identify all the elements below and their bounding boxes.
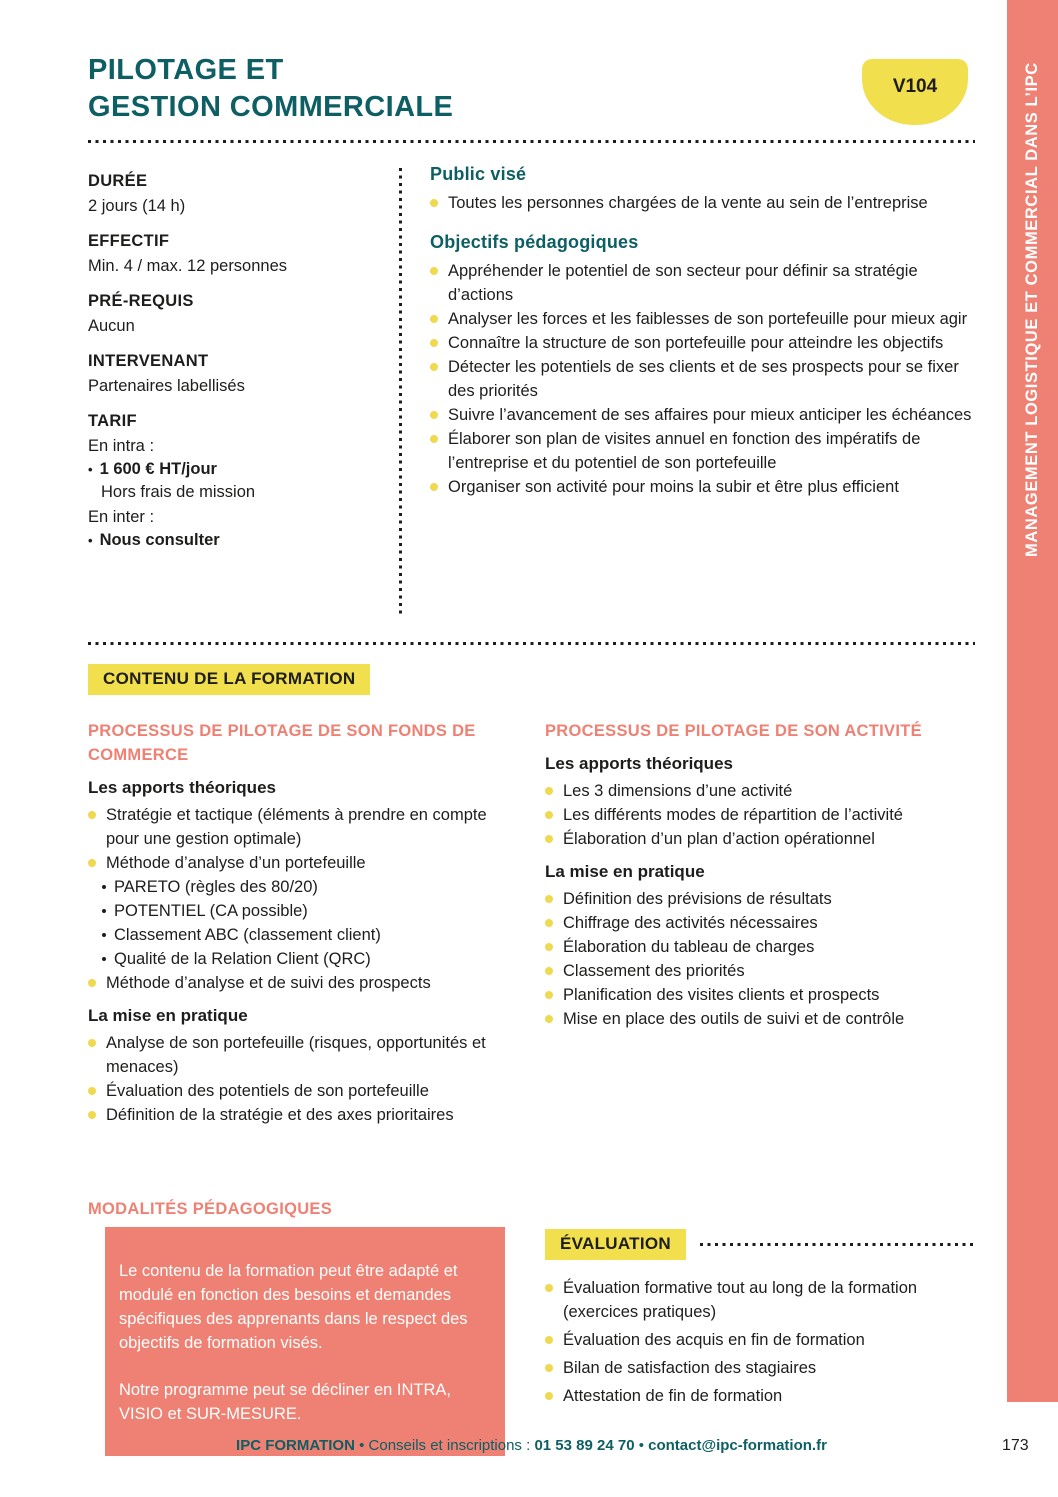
dot-icon [102,885,106,889]
list-item-text: Stratégie et tactique (éléments à prendre en compte pour une gestion optimale) [106,806,487,848]
list-item-text: Élaboration du tableau de charges [563,938,815,956]
modalites-heading: MODALITÉS PÉDAGOGIQUES [88,1200,333,1218]
list-item-text: Appréhender le potentiel de son secteur pour définir sa stratégie d’actions [448,262,918,304]
content-section-badge: CONTENU DE LA FORMATION [88,664,370,695]
list-item [545,827,980,851]
list-item-text: Évaluation des potentiels de son portefeuille [106,1082,429,1100]
content-column-heading: PROCESSUS DE PILOTAGE DE SON FONDS DE COMMERCE [88,722,476,764]
content-column-1 [88,719,512,1127]
info-group [88,290,388,338]
bullet-icon [88,1039,96,1047]
bullet-icon [430,267,438,275]
list-item [545,911,980,935]
bullet-icon [545,1364,553,1372]
dotted-rule-middle [88,642,975,645]
list-item-text: Attestation de fin de formation [563,1387,783,1405]
list-item-text: Définition des prévisions de résultats [563,890,832,908]
list-item [545,1328,975,1352]
list-item [430,475,976,499]
info-label: PRÉ-REQUIS [88,292,194,310]
list-item-text: Analyse de son portefeuille (risques, opportunités et menaces) [106,1034,486,1076]
bullet-icon [545,811,553,819]
bullet-icon [430,483,438,491]
list-item-text: Évaluation formative tout au long de la formation (exercices pratiques) [563,1279,918,1321]
content-subheading: La mise en pratique [545,862,705,881]
list-item-text: Détecter les potentiels de ses clients et de ses prospects pour se fixer des priorités [448,358,959,400]
list-item-text: Méthode d’analyse et de suivi des prospects [106,974,431,992]
bullet-icon [430,199,438,207]
page-number: 173 [1002,1437,1029,1454]
info-label: INTERVENANT [88,352,209,370]
footer-phone: 01 53 89 24 70 [534,1437,635,1454]
info-group [88,170,388,218]
bullet-icon: • [88,462,93,477]
bullet-icon [430,363,438,371]
content-subheading: Les apports théoriques [88,778,276,797]
list-item [545,1276,975,1324]
list-item [88,1031,512,1079]
sub-list-item-text: PARETO (règles des 80/20) [114,878,318,896]
bullet-icon [545,1284,553,1292]
info-value: Partenaires labellisés [88,377,245,395]
sub-list-item [88,899,512,923]
list-item [88,803,512,851]
bullet-icon [545,895,553,903]
list-item [545,803,980,827]
info-value-text: Nous consulter [99,531,220,549]
bullet-icon [545,1336,553,1344]
info-panel [88,170,388,564]
bullet-icon [545,967,553,975]
course-code-badge: V104 [862,59,968,125]
evaluation-header [545,1229,975,1260]
sub-list-item [88,947,512,971]
content-column-heading: PROCESSUS DE PILOTAGE DE SON ACTIVITÉ [545,722,922,740]
list-item-text: Bilan de satisfaction des stagiaires [563,1359,817,1377]
audience-heading: Public visé [430,164,527,184]
list-item [545,983,980,1007]
list-item [430,307,976,331]
bullet-icon [88,1111,96,1119]
bullet-icon [545,943,553,951]
dot-icon [102,933,106,937]
objectives-heading: Objectifs pédagogiques [430,232,639,252]
list-item [88,1079,512,1103]
sub-list-item [88,875,512,899]
bullet-icon [545,787,553,795]
audience-objectives-panel [430,162,976,499]
category-sidebar [1007,0,1058,1402]
footer-label: • Conseils et inscriptions : [354,1437,535,1454]
info-label: EFFECTIF [88,232,170,250]
bullet-icon [545,835,553,843]
info-value: Aucun [88,317,135,335]
info-value: En inter : [88,508,155,526]
info-value: Hors frais de mission [101,483,256,501]
list-item [430,427,976,475]
info-value [88,529,388,552]
bullet-icon [430,339,438,347]
list-item-text: Définition de la stratégie et des axes prioritaires [106,1106,454,1124]
sub-list-item [88,923,512,947]
list-item-text: Chiffrage des activités nécessaires [563,914,818,932]
list-item-text: Suivre l’avancement de ses affaires pour mieux anticiper les échéances [448,406,972,424]
bullet-icon [545,1392,553,1400]
list-item [430,259,976,307]
category-sidebar-label: MANAGEMENT LOGISTIQUE ET COMMERCIAL DANS L’IPC [1023,62,1041,557]
list-item [88,851,512,875]
modalites-paragraph: Notre programme peut se décliner en INTRA, VISIO et SUR-MESURE. [119,1381,451,1423]
list-item-text: Organiser son activité pour moins la subir et être plus efficient [448,478,899,496]
footer-email-link[interactable]: contact@ipc-formation.fr [648,1437,827,1454]
list-item-text: Élaboration d’un plan d’action opérationnel [563,830,875,848]
content-list [88,803,512,995]
objectives-list [430,259,976,499]
list-item-text: Les 3 dimensions d’une activité [563,782,793,800]
info-value: Min. 4 / max. 12 personnes [88,257,288,275]
content-list [545,887,980,1031]
page-title-line1: PILOTAGE ET [88,54,284,86]
footer-line [88,1436,975,1456]
list-item [430,355,976,403]
bullet-icon [88,979,96,987]
evaluation-dotted-rule [700,1243,975,1246]
bullet-icon [545,1015,553,1023]
info-group [88,410,388,552]
list-item [430,331,976,355]
list-item-text: Méthode d’analyse d’un portefeuille [106,854,366,872]
bullet-icon [430,435,438,443]
dotted-rule-top [88,140,975,143]
list-item [545,959,980,983]
info-value: 2 jours (14 h) [88,197,186,215]
list-item [430,191,976,215]
bullet-icon: • [88,533,93,548]
list-item [545,779,980,803]
evaluation-list [545,1276,975,1412]
modalites-box [105,1227,505,1456]
footer-brand: IPC FORMATION [236,1437,355,1454]
sub-list-item-text: POTENTIEL (CA possible) [114,902,308,920]
dot-icon [102,957,106,961]
bullet-icon [88,1087,96,1095]
bullet-icon [88,859,96,867]
list-item [545,1384,975,1408]
bullet-icon [545,919,553,927]
footer-separator: • [634,1437,649,1454]
info-value: En intra : [88,437,155,455]
page-title-line2: GESTION COMMERCIALE [88,91,454,123]
info-label: DURÉE [88,172,148,190]
list-item-text: Élaborer son plan de visites annuel en fonction des impératifs de l’entreprise et du potentiel de son portefeuille [448,430,921,472]
list-item-text: Évaluation des acquis en fin de formation [563,1331,865,1349]
info-value-text: 1 600 € HT/jour [99,460,217,478]
list-item [545,1007,980,1031]
info-group [88,230,388,278]
bullet-icon [88,811,96,819]
content-subheading: Les apports théoriques [545,754,733,773]
dot-icon [102,909,106,913]
evaluation-badge: ÉVALUATION [545,1229,686,1260]
modalites-paragraph: Le contenu de la formation peut être adapté et modulé en fonction des besoins et demandes spécifiques des apprenants dans le respect des objectifs de formation visés. [119,1262,468,1352]
list-item [545,1356,975,1380]
list-item-text: Classement des priorités [563,962,745,980]
sub-list-item-text: Classement ABC (classement client) [114,926,381,944]
content-list [88,1031,512,1127]
list-item [88,971,512,995]
list-item-text: Connaître la structure de son portefeuille pour atteindre les objectifs [448,334,944,352]
list-item [430,403,976,427]
audience-list [430,191,976,215]
bullet-icon [545,991,553,999]
content-list [545,779,980,851]
list-item-text: Toutes les personnes chargées de la vente au sein de l’entreprise [448,194,928,212]
dotted-rule-vertical [399,168,402,616]
list-item-text: Les différents modes de répartition de l’activité [563,806,903,824]
info-label: TARIF [88,412,137,430]
list-item-text: Planification des visites clients et prospects [563,986,880,1004]
info-group [88,350,388,398]
list-item [88,1103,512,1127]
list-item [545,887,980,911]
list-item [545,935,980,959]
content-subheading: La mise en pratique [88,1006,248,1025]
sub-list-item-text: Qualité de la Relation Client (QRC) [114,950,371,968]
content-column-2 [545,719,980,1031]
list-item-text: Mise en place des outils de suivi et de contrôle [563,1010,905,1028]
info-value [88,458,388,481]
list-item-text: Analyser les forces et les faiblesses de son portefeuille pour mieux agir [448,310,968,328]
page-title [88,52,453,126]
bullet-icon [430,315,438,323]
bullet-icon [430,411,438,419]
